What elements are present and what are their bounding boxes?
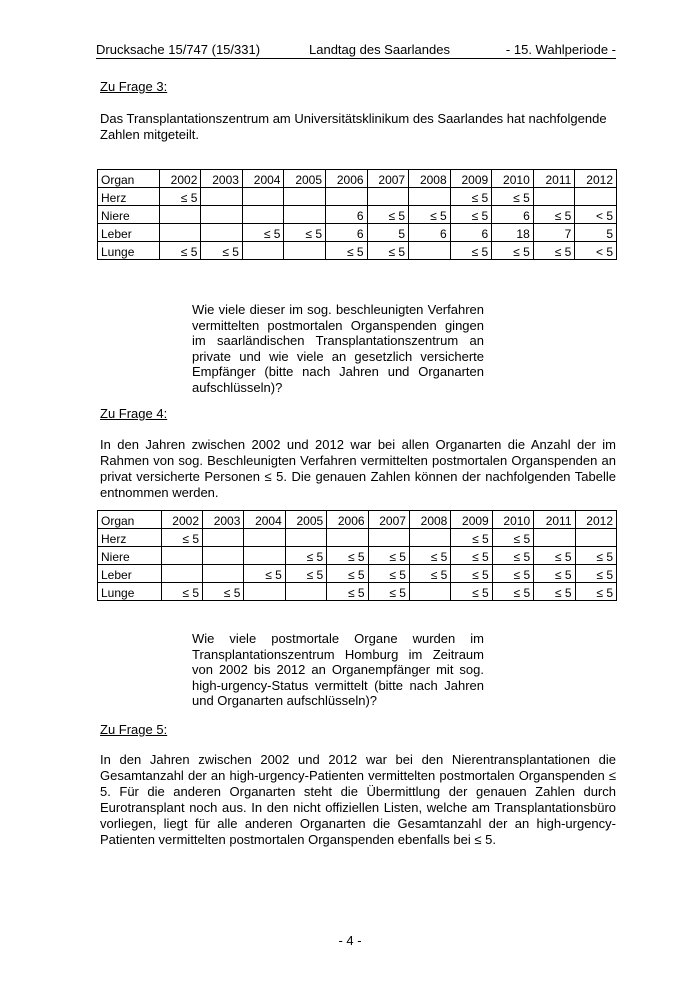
- table-cell: [203, 529, 244, 547]
- table-cell: ≤ 5: [409, 206, 451, 224]
- year-header: 2010: [492, 170, 534, 188]
- table-cell: 5: [575, 224, 617, 242]
- table-cell: ≤ 5: [368, 583, 409, 601]
- table-cell: ≤ 5: [327, 583, 368, 601]
- table-cell: [159, 224, 201, 242]
- table-cell: [244, 583, 285, 601]
- table-row: [98, 547, 617, 565]
- table-cell: [284, 188, 326, 206]
- table-cell: ≤ 5: [492, 188, 534, 206]
- table-header-row: [98, 511, 617, 529]
- table-cell: ≤ 5: [368, 547, 409, 565]
- table-cell: [285, 583, 326, 601]
- table-cell: [161, 547, 202, 565]
- table-frage3: [97, 169, 617, 260]
- table-cell: [284, 206, 326, 224]
- table-cell: ≤ 5: [575, 565, 616, 583]
- year-header: 2002: [159, 170, 201, 188]
- year-header: 2011: [534, 511, 575, 529]
- answer5-heading: Zu Frage 5:: [100, 722, 168, 737]
- table-cell: 6: [326, 206, 368, 224]
- table-cell: ≤ 5: [575, 583, 616, 601]
- table-cell: ≤ 5: [242, 224, 284, 242]
- answer4-heading: Zu Frage 4:: [100, 406, 168, 421]
- page-number: - 4 -: [338, 933, 362, 948]
- table-row: [98, 529, 617, 547]
- table-cell: ≤ 5: [492, 547, 533, 565]
- table-corner-label: Organ: [98, 511, 162, 529]
- table-cell: [409, 583, 450, 601]
- table-cell: ≤ 5: [451, 583, 492, 601]
- organ-label: Leber: [98, 565, 162, 583]
- table-cell: ≤ 5: [368, 565, 409, 583]
- table-cell: 6: [492, 206, 534, 224]
- table-cell: ≤ 5: [159, 188, 201, 206]
- header-document-number: Drucksache 15/747 (15/331): [96, 42, 261, 57]
- table-cell: [327, 529, 368, 547]
- table-cell: [161, 565, 202, 583]
- table-cell: [242, 242, 284, 260]
- table-cell: [409, 188, 451, 206]
- table-cell: [285, 529, 326, 547]
- table-cell: ≤ 5: [451, 529, 492, 547]
- page-header: [96, 40, 616, 59]
- table-cell: [533, 188, 575, 206]
- question4-text: Wie viele dieser im sog. beschleunigten Verfahren vermittelten postmortalen Organspenden gingen im saarländischen Transplantationszentrum an private und wie viele an gesetzlich versicherte Empfänger (bitte nach Jahren und Organarten aufschlüsseln)?: [192, 302, 484, 395]
- answer5-text: In den Jahren zwischen 2002 und 2012 war bei den Nierentransplantationen die Gesamtanzahl der an high-urgency-Patienten vermittelten postmortalen Organspenden ≤ 5. Für die anderen Organarten steht die Übermittlung der genauen Zahlen durch Eurotransplant noch aus. In den nicht offiziellen Listen, welche am Transplantationsbüro vorliegen, liegt für alle anderen Organarten die Gesamtanzahl der an high-urgency-Patienten vermittelten postmortalen Organspenden ebenfalls bei ≤ 5.: [100, 752, 616, 847]
- year-header: 2008: [409, 170, 451, 188]
- organ-label: Herz: [98, 529, 162, 547]
- table-cell: [284, 242, 326, 260]
- table-cell: ≤ 5: [285, 547, 326, 565]
- table-cell: [326, 188, 368, 206]
- table-cell: ≤ 5: [451, 565, 492, 583]
- year-header: 2003: [201, 170, 243, 188]
- answer3-text: Das Transplantationszentrum am Universitätsklinikum des Saarlandes hat nachfolgende Zahlen mitgeteilt.: [100, 111, 607, 142]
- year-header: 2005: [284, 170, 326, 188]
- year-header: 2009: [450, 170, 492, 188]
- table-row: [98, 583, 617, 601]
- table-cell: ≤ 5: [159, 242, 201, 260]
- table-cell: < 5: [575, 206, 617, 224]
- table-cell: ≤ 5: [450, 188, 492, 206]
- table-cell: [244, 529, 285, 547]
- table-cell: ≤ 5: [534, 583, 575, 601]
- table-cell: ≤ 5: [203, 583, 244, 601]
- table-cell: [575, 188, 617, 206]
- table-cell: 18: [492, 224, 534, 242]
- question5-text: Wie viele postmortale Organe wurden im Transplantationszentrum Homburg im Zeitraum von 2002 bis 2012 an Organempfänger mit sog. high-urgency-Status vermittelt (bitte nach Jahren und Organarten aufschlüsseln)?: [192, 631, 484, 708]
- table-cell: [244, 547, 285, 565]
- table-cell: ≤ 5: [575, 547, 616, 565]
- table-corner-label: Organ: [98, 170, 160, 188]
- table-row: [98, 188, 617, 206]
- table-cell: [534, 529, 575, 547]
- table-cell: ≤ 5: [492, 529, 533, 547]
- table-cell: 5: [367, 224, 409, 242]
- table-cell: [159, 206, 201, 224]
- organ-label: Niere: [98, 206, 160, 224]
- year-header: 2007: [367, 170, 409, 188]
- table-cell: ≤ 5: [327, 565, 368, 583]
- year-header: 2012: [575, 511, 616, 529]
- table-cell: < 5: [575, 242, 617, 260]
- table-cell: 6: [409, 224, 451, 242]
- table-cell: ≤ 5: [409, 547, 450, 565]
- table-cell: [201, 206, 243, 224]
- organ-label: Herz: [98, 188, 160, 206]
- table-cell: ≤ 5: [534, 547, 575, 565]
- year-header: 2010: [492, 511, 533, 529]
- table-cell: ≤ 5: [492, 242, 534, 260]
- organ-label: Lunge: [98, 583, 162, 601]
- table-cell: ≤ 5: [409, 565, 450, 583]
- table-header-row: [98, 170, 617, 188]
- table-cell: ≤ 5: [161, 529, 202, 547]
- year-header: 2005: [285, 511, 326, 529]
- table-cell: [201, 188, 243, 206]
- year-header: 2008: [409, 511, 450, 529]
- year-header: 2004: [244, 511, 285, 529]
- table-cell: ≤ 5: [450, 206, 492, 224]
- organ-label: Niere: [98, 547, 162, 565]
- table-cell: ≤ 5: [201, 242, 243, 260]
- year-header: 2002: [161, 511, 202, 529]
- table-cell: ≤ 5: [451, 547, 492, 565]
- table-cell: ≤ 5: [367, 242, 409, 260]
- year-header: 2004: [242, 170, 284, 188]
- table-row: [98, 242, 617, 260]
- table-row: [98, 224, 617, 242]
- table-cell: ≤ 5: [284, 224, 326, 242]
- table-cell: [242, 188, 284, 206]
- table-cell: ≤ 5: [533, 206, 575, 224]
- year-header: 2003: [203, 511, 244, 529]
- table-cell: 6: [450, 224, 492, 242]
- table-frage4: [97, 510, 617, 601]
- table-row: [98, 206, 617, 224]
- header-period: - 15. Wahlperiode -: [505, 42, 616, 57]
- table-cell: ≤ 5: [161, 583, 202, 601]
- table-cell: 6: [326, 224, 368, 242]
- table-cell: ≤ 5: [367, 206, 409, 224]
- table-cell: ≤ 5: [327, 547, 368, 565]
- table-cell: [203, 547, 244, 565]
- table-cell: ≤ 5: [492, 565, 533, 583]
- table-cell: [242, 206, 284, 224]
- year-header: 2009: [451, 511, 492, 529]
- year-header: 2006: [327, 511, 368, 529]
- table-cell: ≤ 5: [285, 565, 326, 583]
- table-cell: 7: [533, 224, 575, 242]
- organ-label: Leber: [98, 224, 160, 242]
- table-cell: ≤ 5: [533, 242, 575, 260]
- table-cell: ≤ 5: [534, 565, 575, 583]
- year-header: 2006: [326, 170, 368, 188]
- answer4-text: In den Jahren zwischen 2002 und 2012 war bei allen Organarten die Anzahl der im Rahmen von sog. Beschleunigten Verfahren vermittelten postmortalen Organspenden an privat versicherte Personen ≤ 5. Die genauen Zahlen können der nachfolgenden Tabelle entnommen werden.: [100, 437, 616, 500]
- table-cell: [203, 565, 244, 583]
- header-parliament: Landtag des Saarlandes: [309, 42, 450, 57]
- table-cell: [368, 529, 409, 547]
- organ-label: Lunge: [98, 242, 160, 260]
- table-cell: [367, 188, 409, 206]
- year-header: 2011: [533, 170, 575, 188]
- table-cell: ≤ 5: [326, 242, 368, 260]
- year-header: 2012: [575, 170, 617, 188]
- answer3-heading: Zu Frage 3:: [100, 79, 168, 94]
- table-cell: [409, 242, 451, 260]
- table-cell: ≤ 5: [492, 583, 533, 601]
- year-header: 2007: [368, 511, 409, 529]
- table-cell: [575, 529, 616, 547]
- table-cell: ≤ 5: [450, 242, 492, 260]
- table-cell: ≤ 5: [244, 565, 285, 583]
- table-row: [98, 565, 617, 583]
- table-cell: [201, 224, 243, 242]
- table-cell: [409, 529, 450, 547]
